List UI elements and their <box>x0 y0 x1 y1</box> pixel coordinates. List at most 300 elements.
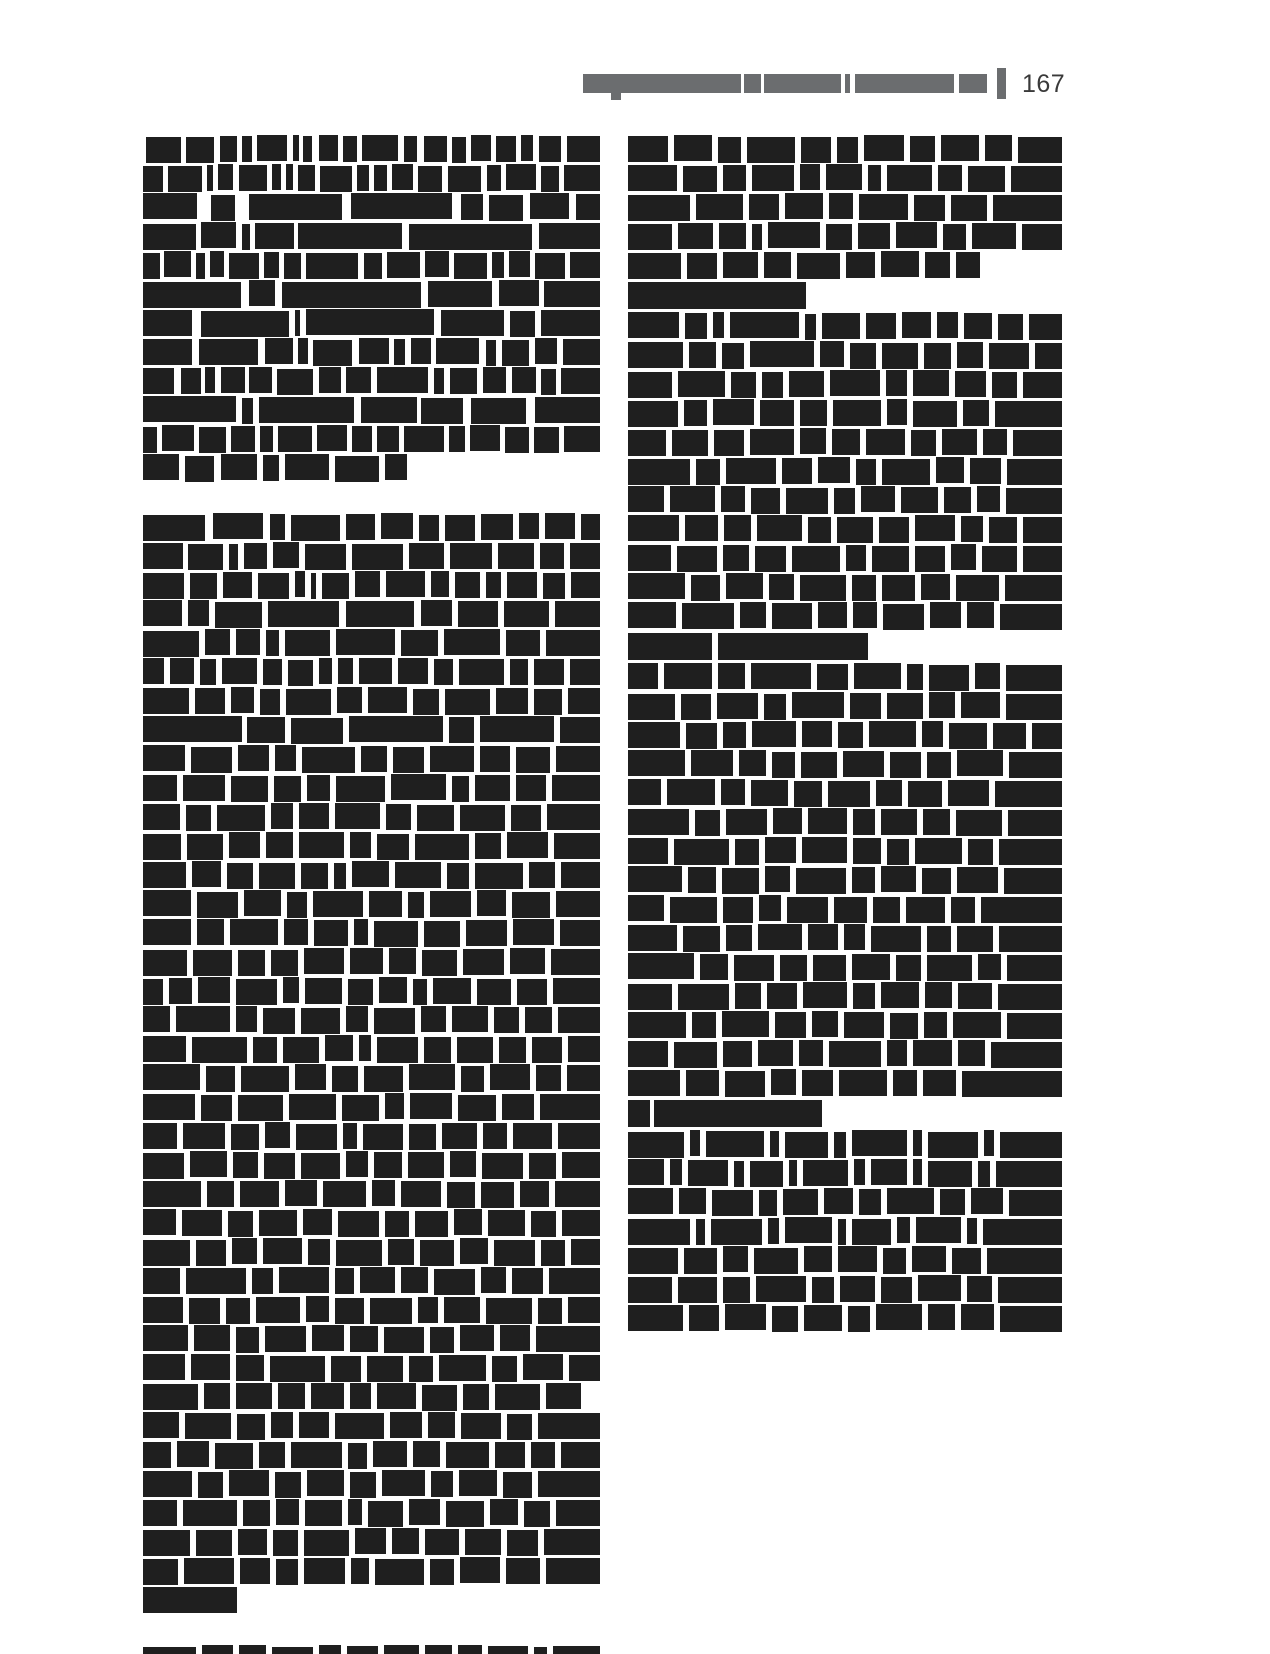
word-block <box>305 1500 342 1526</box>
word-block <box>808 517 831 543</box>
word-block <box>956 810 1002 836</box>
word-block <box>887 1040 907 1066</box>
word-block <box>730 312 799 338</box>
word-block <box>783 1189 818 1215</box>
word-block <box>408 1152 444 1178</box>
word-block <box>561 1442 600 1468</box>
word-block <box>229 253 259 279</box>
word-block <box>346 367 371 393</box>
word-block <box>852 1219 891 1245</box>
word-block <box>754 1248 798 1274</box>
word-block <box>238 950 265 976</box>
word-block <box>298 223 402 249</box>
word-block <box>486 572 501 598</box>
word-block <box>271 950 298 976</box>
text-line-redacted <box>143 455 603 484</box>
word-block <box>513 1123 552 1149</box>
word-block <box>1005 575 1062 601</box>
word-block <box>442 1123 477 1149</box>
word-block <box>553 1646 600 1654</box>
word-block <box>760 400 794 426</box>
word-block <box>143 1354 185 1380</box>
word-block <box>385 1093 404 1119</box>
heading-word-block <box>628 282 806 309</box>
word-block <box>481 1182 514 1208</box>
word-block <box>978 1161 990 1187</box>
paragraph-redacted <box>143 514 603 1616</box>
word-block <box>263 659 282 685</box>
word-block <box>723 1041 752 1067</box>
word-block <box>896 955 921 981</box>
word-block <box>822 313 860 339</box>
word-block <box>628 1070 680 1096</box>
word-block <box>430 746 474 772</box>
word-block <box>460 1325 494 1351</box>
word-block <box>517 979 547 1005</box>
text-line-redacted <box>143 514 603 543</box>
word-block <box>628 1159 664 1185</box>
word-block <box>886 370 907 396</box>
word-block <box>570 252 600 278</box>
word-block <box>541 166 559 192</box>
word-block <box>718 137 741 163</box>
word-block <box>1000 1306 1062 1332</box>
word-block <box>362 135 398 161</box>
word-block <box>394 339 405 365</box>
word-block <box>222 658 257 684</box>
word-block <box>298 338 308 364</box>
word-block <box>808 924 838 950</box>
word-block <box>581 514 600 540</box>
text-line-redacted <box>143 397 603 426</box>
word-block <box>678 984 729 1010</box>
word-block <box>425 251 449 277</box>
word-block <box>538 1298 562 1324</box>
word-block <box>240 1181 279 1207</box>
word-block <box>421 398 463 424</box>
word-block <box>190 573 217 599</box>
word-block <box>488 1210 525 1236</box>
word-block <box>452 137 466 163</box>
word-block <box>454 1209 482 1235</box>
word-block <box>466 920 507 946</box>
word-block <box>706 1131 764 1157</box>
word-block <box>475 775 510 801</box>
word-block <box>351 193 452 219</box>
word-block <box>541 369 556 395</box>
text-line-redacted <box>628 1012 1065 1041</box>
word-block <box>143 1587 237 1613</box>
word-block <box>556 891 600 917</box>
word-block <box>348 1499 362 1525</box>
word-block <box>915 515 955 541</box>
word-block <box>143 775 177 801</box>
word-block <box>257 135 287 161</box>
word-block <box>143 427 157 453</box>
word-block <box>628 342 683 368</box>
word-block <box>749 194 779 220</box>
word-block <box>279 1267 329 1293</box>
word-block <box>288 660 313 686</box>
text-line-redacted <box>628 722 1065 751</box>
word-block <box>999 926 1062 952</box>
word-block <box>873 897 900 923</box>
word-block <box>546 630 600 656</box>
word-block <box>887 1188 934 1214</box>
word-block <box>536 1065 561 1091</box>
word-block <box>540 1094 600 1120</box>
word-block <box>143 979 163 1005</box>
word-block <box>506 164 536 190</box>
word-block <box>907 664 923 690</box>
word-block <box>998 984 1062 1010</box>
word-block <box>723 1277 750 1303</box>
word-block <box>724 515 751 541</box>
word-block <box>538 1471 600 1497</box>
word-block <box>346 1006 368 1032</box>
word-block <box>271 803 293 829</box>
word-block <box>519 513 539 539</box>
word-block <box>143 1064 200 1090</box>
word-block <box>236 629 260 655</box>
word-block <box>295 1064 326 1090</box>
word-block <box>882 343 918 369</box>
word-block <box>964 313 992 339</box>
word-block <box>726 809 767 835</box>
word-block <box>420 1240 454 1266</box>
word-block <box>852 954 890 980</box>
word-block <box>221 454 257 480</box>
word-block <box>876 1304 922 1330</box>
word-block <box>143 1559 178 1585</box>
word-block <box>840 1276 875 1302</box>
word-block <box>350 1383 371 1409</box>
word-block <box>837 137 858 163</box>
word-block <box>215 602 262 628</box>
text-line-redacted <box>628 487 1065 516</box>
word-block <box>1022 224 1062 250</box>
word-block <box>850 343 876 369</box>
word-block <box>415 1211 448 1237</box>
word-block <box>722 868 759 894</box>
word-block <box>993 723 1026 749</box>
word-block <box>319 367 341 393</box>
text-line-redacted <box>628 574 1065 603</box>
word-block <box>752 165 794 191</box>
text-line-redacted <box>143 1587 603 1616</box>
word-block <box>569 1355 600 1381</box>
word-block <box>924 343 951 369</box>
word-block <box>686 723 717 749</box>
word-block <box>388 1239 414 1265</box>
word-block <box>465 1529 501 1555</box>
word-block <box>510 311 535 337</box>
word-block <box>492 1356 517 1382</box>
word-block <box>496 688 528 714</box>
word-block <box>507 572 537 598</box>
word-block <box>829 193 853 219</box>
word-block <box>818 602 847 628</box>
text-line-redacted <box>628 896 1065 925</box>
word-block <box>534 1647 547 1654</box>
word-block <box>628 750 685 776</box>
word-block <box>564 165 600 191</box>
word-block <box>186 137 214 163</box>
word-block <box>552 775 600 801</box>
word-block <box>444 1297 480 1323</box>
text-line-redacted <box>143 1355 603 1384</box>
word-block <box>363 1124 403 1150</box>
word-block <box>927 955 972 981</box>
word-block <box>881 1277 912 1303</box>
text-line-redacted <box>628 342 1065 371</box>
word-block <box>628 195 690 221</box>
word-block <box>143 1500 177 1526</box>
word-block <box>944 487 971 513</box>
word-block <box>239 1645 266 1654</box>
word-block <box>914 195 945 221</box>
text-line-redacted <box>143 1007 603 1036</box>
text-column-left <box>143 136 603 1654</box>
word-block <box>686 1070 719 1096</box>
word-block <box>690 1130 700 1156</box>
word-block <box>1000 1132 1062 1158</box>
word-block <box>770 1131 779 1157</box>
word-block <box>265 1122 290 1148</box>
word-block <box>266 832 293 858</box>
word-block <box>758 1040 793 1066</box>
text-line-redacted <box>143 281 603 310</box>
word-block <box>436 338 479 364</box>
word-block <box>233 1152 258 1178</box>
word-block <box>713 399 754 425</box>
word-block <box>182 1210 222 1236</box>
word-block <box>392 164 413 190</box>
word-block <box>955 371 986 397</box>
word-block <box>853 983 875 1009</box>
word-block <box>734 1161 744 1187</box>
word-block <box>186 805 211 831</box>
word-block <box>568 1297 600 1323</box>
word-block <box>272 1647 313 1654</box>
word-block <box>802 837 847 863</box>
word-block <box>284 253 301 279</box>
word-block <box>1009 752 1062 778</box>
word-block <box>957 750 1003 776</box>
running-head-segment <box>583 74 741 93</box>
word-block <box>489 195 523 221</box>
word-block <box>306 1296 329 1322</box>
word-block <box>265 1326 306 1352</box>
word-block <box>486 1298 532 1324</box>
word-block <box>929 665 969 691</box>
word-block <box>927 926 951 952</box>
word-block <box>369 891 402 917</box>
text-line-redacted <box>143 804 603 833</box>
word-block <box>859 1189 881 1215</box>
word-block <box>143 1297 183 1323</box>
word-block <box>859 194 908 220</box>
word-block <box>350 948 383 974</box>
word-block <box>454 253 487 279</box>
word-block <box>752 224 762 250</box>
word-block <box>872 546 909 572</box>
word-block <box>295 571 305 597</box>
word-block <box>628 663 658 689</box>
word-block <box>769 574 794 600</box>
word-block <box>688 867 716 893</box>
word-block <box>684 1248 717 1274</box>
word-block <box>868 165 881 191</box>
word-block <box>439 1355 486 1381</box>
word-block <box>504 601 549 627</box>
word-block <box>337 687 362 713</box>
word-block <box>723 165 746 191</box>
text-line-redacted <box>143 310 603 339</box>
word-block <box>253 1037 277 1063</box>
word-block <box>377 834 409 860</box>
word-block <box>374 1008 415 1034</box>
word-block <box>236 1327 259 1353</box>
word-block <box>450 1151 476 1177</box>
word-block <box>881 251 919 277</box>
word-block <box>723 1246 748 1272</box>
word-block <box>725 1304 766 1330</box>
word-block <box>765 866 790 892</box>
word-block <box>307 775 330 801</box>
word-block <box>278 1383 305 1409</box>
word-block <box>389 948 416 974</box>
word-block <box>430 891 471 917</box>
word-block <box>303 1209 332 1235</box>
word-block <box>331 1356 361 1382</box>
word-block <box>477 979 511 1005</box>
word-block <box>923 1070 956 1096</box>
heading-word-block <box>628 633 712 660</box>
word-block <box>284 919 308 945</box>
word-block <box>336 1240 382 1266</box>
text-line-redacted <box>143 252 603 281</box>
word-block <box>925 252 950 278</box>
word-block <box>332 1066 358 1092</box>
word-block <box>450 368 477 394</box>
word-block <box>428 1412 455 1438</box>
word-block <box>735 983 761 1009</box>
word-block <box>201 1095 232 1121</box>
word-block <box>751 663 811 689</box>
word-block <box>968 166 1005 192</box>
word-block <box>696 459 720 485</box>
word-block <box>908 781 942 807</box>
word-block <box>201 222 236 248</box>
word-block <box>202 1645 233 1654</box>
word-block <box>928 1304 955 1330</box>
word-block <box>544 1529 600 1555</box>
word-block <box>739 750 766 776</box>
word-block <box>304 948 344 974</box>
running-head-segment <box>845 74 850 93</box>
word-block <box>936 457 964 483</box>
word-block <box>229 832 260 858</box>
word-block <box>998 1277 1062 1303</box>
word-block <box>797 253 840 279</box>
word-block <box>755 546 786 572</box>
text-line-redacted <box>143 339 603 368</box>
word-block <box>413 1441 440 1467</box>
word-block <box>553 978 600 1004</box>
word-block <box>430 1559 454 1585</box>
word-block <box>410 1093 452 1119</box>
word-block <box>447 863 469 889</box>
word-block <box>334 863 346 889</box>
word-block <box>350 1472 376 1498</box>
word-block <box>143 1325 188 1351</box>
word-block <box>507 832 548 858</box>
word-block <box>554 833 600 859</box>
text-line-redacted <box>143 1646 603 1654</box>
word-block <box>782 458 812 484</box>
word-block <box>937 312 958 338</box>
word-block <box>263 1008 295 1034</box>
word-block <box>785 1132 828 1158</box>
word-block <box>498 543 534 569</box>
word-block <box>143 890 191 916</box>
word-block <box>818 457 850 483</box>
text-line-redacted <box>143 659 603 688</box>
word-block <box>536 1326 600 1352</box>
word-block <box>568 1036 600 1062</box>
word-block <box>482 1153 523 1179</box>
word-block <box>458 1645 482 1654</box>
word-block <box>458 1095 496 1121</box>
word-block <box>322 573 349 599</box>
word-block <box>723 545 749 571</box>
word-block <box>511 805 541 831</box>
word-block <box>384 1327 424 1353</box>
word-block <box>409 1064 455 1090</box>
word-block <box>492 252 504 278</box>
word-block <box>236 1355 264 1381</box>
word-block <box>278 426 312 452</box>
word-block <box>975 663 1000 689</box>
word-block <box>721 486 745 512</box>
word-block <box>812 1277 834 1303</box>
word-block <box>913 1130 922 1156</box>
word-block <box>143 368 174 394</box>
text-line-redacted <box>628 223 1065 252</box>
word-block <box>198 1472 223 1498</box>
word-block <box>335 456 379 482</box>
word-block <box>275 745 296 771</box>
word-block <box>377 1383 416 1409</box>
word-block <box>197 892 238 918</box>
word-block <box>238 745 269 771</box>
word-block <box>431 1471 453 1497</box>
word-block <box>143 1181 201 1207</box>
text-line-redacted <box>143 1065 603 1094</box>
word-block <box>628 224 672 250</box>
word-block <box>942 429 977 455</box>
word-block <box>956 252 980 278</box>
word-block <box>853 602 877 628</box>
word-block <box>205 629 230 655</box>
word-block <box>758 924 802 950</box>
word-block <box>503 1472 532 1498</box>
word-block <box>882 575 915 601</box>
word-block <box>346 601 414 627</box>
word-block <box>170 658 194 684</box>
word-block <box>347 1646 378 1654</box>
